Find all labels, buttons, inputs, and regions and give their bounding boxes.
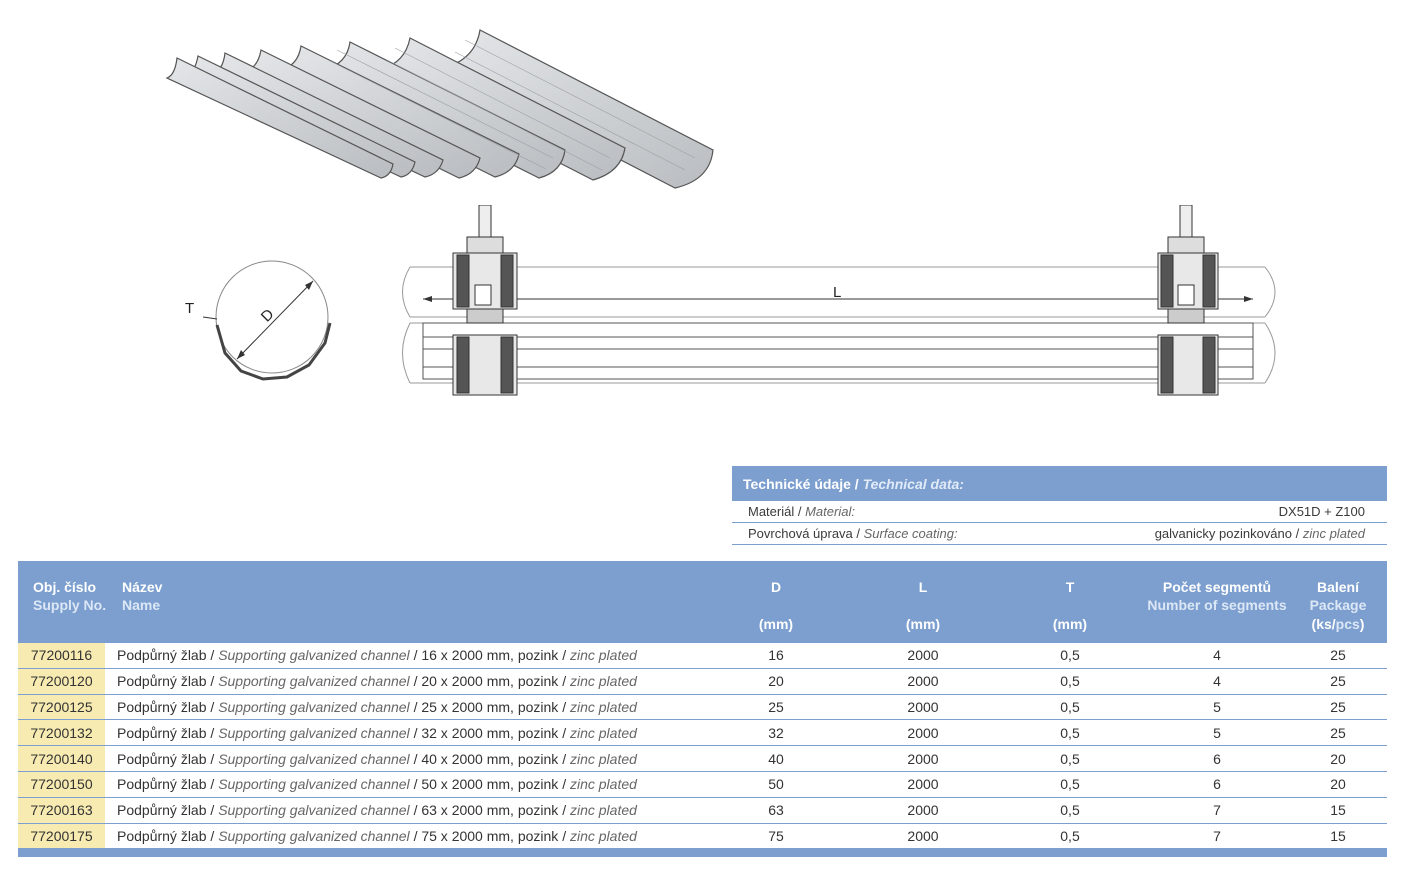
tech-value-cz: galvanicky pozinkováno / bbox=[1154, 526, 1300, 541]
cell-l: 2000 bbox=[907, 750, 939, 767]
tech-row-coating bbox=[732, 523, 1387, 545]
supply-number: 77200140 bbox=[18, 746, 105, 771]
product-name: Podpůrný žlab / Supporting galvanized channel / 40 x 2000 mm, pozink / zinc plated bbox=[117, 750, 637, 767]
table-row bbox=[18, 669, 1387, 695]
cell-l: 2000 bbox=[907, 698, 939, 715]
product-name: Podpůrný žlab / Supporting galvanized channel / 50 x 2000 mm, pozink / zinc plated bbox=[117, 776, 637, 793]
table-row bbox=[18, 695, 1387, 721]
header-d-unit: (mm) bbox=[758, 616, 794, 632]
header-d: D bbox=[770, 579, 782, 595]
tech-label-en: Material: bbox=[805, 504, 855, 519]
table-row bbox=[18, 643, 1387, 669]
cell-seg: 5 bbox=[1213, 724, 1221, 741]
cell-t: 0,5 bbox=[1060, 750, 1080, 767]
header-package-unit: (ks/pcs) bbox=[1311, 616, 1365, 632]
cell-seg: 7 bbox=[1213, 802, 1221, 819]
cell-d: 50 bbox=[768, 776, 784, 793]
table-row bbox=[18, 824, 1387, 850]
cell-t: 0,5 bbox=[1060, 724, 1080, 741]
cell-seg: 4 bbox=[1213, 647, 1221, 664]
cell-pkg: 15 bbox=[1330, 802, 1346, 819]
cell-d: 20 bbox=[768, 673, 784, 690]
cell-d: 16 bbox=[768, 647, 784, 664]
cell-t: 0,5 bbox=[1060, 802, 1080, 819]
header-name: Název Name bbox=[122, 579, 163, 613]
product-table bbox=[18, 561, 1387, 857]
tech-label-cz: Povrchová úprava / bbox=[748, 526, 861, 541]
cell-l: 2000 bbox=[907, 647, 939, 664]
product-name: Podpůrný žlab / Supporting galvanized channel / 16 x 2000 mm, pozink / zinc plated bbox=[117, 647, 637, 664]
tech-value-en: zinc plated bbox=[1302, 526, 1365, 541]
supply-number: 77200132 bbox=[18, 720, 105, 745]
cell-seg: 7 bbox=[1213, 827, 1221, 844]
cell-t: 0,5 bbox=[1060, 776, 1080, 793]
supply-number: 77200120 bbox=[18, 669, 105, 694]
cell-d: 75 bbox=[768, 827, 784, 844]
product-name: Podpůrný žlab / Supporting galvanized channel / 63 x 2000 mm, pozink / zinc plated bbox=[117, 802, 637, 819]
supply-number: 77200116 bbox=[18, 643, 105, 668]
cell-pkg: 25 bbox=[1330, 673, 1346, 690]
tech-title-en: Technical data: bbox=[862, 476, 964, 492]
tech-label-en: Surface coating: bbox=[863, 526, 958, 541]
product-table-header bbox=[18, 561, 1387, 643]
cross-section-diagram bbox=[175, 255, 345, 395]
technical-data-table bbox=[732, 466, 1387, 545]
table-row bbox=[18, 720, 1387, 746]
tech-title-cz: Technické údaje / bbox=[743, 476, 859, 492]
technical-data-header bbox=[732, 466, 1387, 501]
product-name: Podpůrný žlab / Supporting galvanized channel / 32 x 2000 mm, pozink / zinc plated bbox=[117, 724, 637, 741]
cell-l: 2000 bbox=[907, 673, 939, 690]
cell-seg: 4 bbox=[1213, 673, 1221, 690]
cell-pkg: 15 bbox=[1330, 827, 1346, 844]
cell-t: 0,5 bbox=[1060, 673, 1080, 690]
header-l-unit: (mm) bbox=[905, 616, 941, 632]
header-package: Balení Package bbox=[1309, 579, 1367, 613]
supply-number: 77200150 bbox=[18, 772, 105, 797]
header-t-unit: (mm) bbox=[1052, 616, 1088, 632]
header-supply-no: Obj. číslo Supply No. bbox=[33, 579, 107, 613]
cell-l: 2000 bbox=[907, 776, 939, 793]
cell-pkg: 25 bbox=[1330, 647, 1346, 664]
header-l: L bbox=[918, 579, 928, 595]
cell-pkg: 20 bbox=[1330, 750, 1346, 767]
table-row bbox=[18, 772, 1387, 798]
cell-pkg: 25 bbox=[1330, 698, 1346, 715]
tech-value-cz: DX51D + Z100 bbox=[1278, 504, 1365, 519]
cell-t: 0,5 bbox=[1060, 827, 1080, 844]
cell-t: 0,5 bbox=[1060, 698, 1080, 715]
channels-illustration bbox=[165, 20, 725, 200]
product-rows bbox=[18, 643, 1387, 849]
supply-number: 77200163 bbox=[18, 798, 105, 823]
supply-number: 77200175 bbox=[18, 824, 105, 849]
cell-d: 32 bbox=[768, 724, 784, 741]
tech-label-cz: Materiál / bbox=[748, 504, 802, 519]
table-row bbox=[18, 746, 1387, 772]
cell-seg: 5 bbox=[1213, 698, 1221, 715]
table-footer-bar bbox=[18, 849, 1387, 857]
cell-l: 2000 bbox=[907, 827, 939, 844]
table-row bbox=[18, 798, 1387, 824]
tech-row-material bbox=[732, 501, 1387, 523]
cell-l: 2000 bbox=[907, 802, 939, 819]
label-t: T bbox=[185, 300, 195, 317]
cell-seg: 6 bbox=[1213, 750, 1221, 767]
header-t: T bbox=[1065, 579, 1075, 595]
product-name: Podpůrný žlab / Supporting galvanized channel / 75 x 2000 mm, pozink / zinc plated bbox=[117, 827, 637, 844]
label-d: D bbox=[257, 305, 278, 326]
cell-d: 63 bbox=[768, 802, 784, 819]
label-l: L bbox=[833, 284, 842, 301]
cell-d: 40 bbox=[768, 750, 784, 767]
cell-seg: 6 bbox=[1213, 776, 1221, 793]
cell-l: 2000 bbox=[907, 724, 939, 741]
cell-pkg: 25 bbox=[1330, 724, 1346, 741]
header-segments: Počet segmentů Number of segments bbox=[1147, 579, 1287, 613]
assembly-diagram bbox=[395, 205, 1285, 405]
cell-d: 25 bbox=[768, 698, 784, 715]
cell-pkg: 20 bbox=[1330, 776, 1346, 793]
supply-number: 77200125 bbox=[18, 695, 105, 720]
product-name: Podpůrný žlab / Supporting galvanized channel / 25 x 2000 mm, pozink / zinc plated bbox=[117, 698, 637, 715]
product-name: Podpůrný žlab / Supporting galvanized channel / 20 x 2000 mm, pozink / zinc plated bbox=[117, 673, 637, 690]
cell-t: 0,5 bbox=[1060, 647, 1080, 664]
